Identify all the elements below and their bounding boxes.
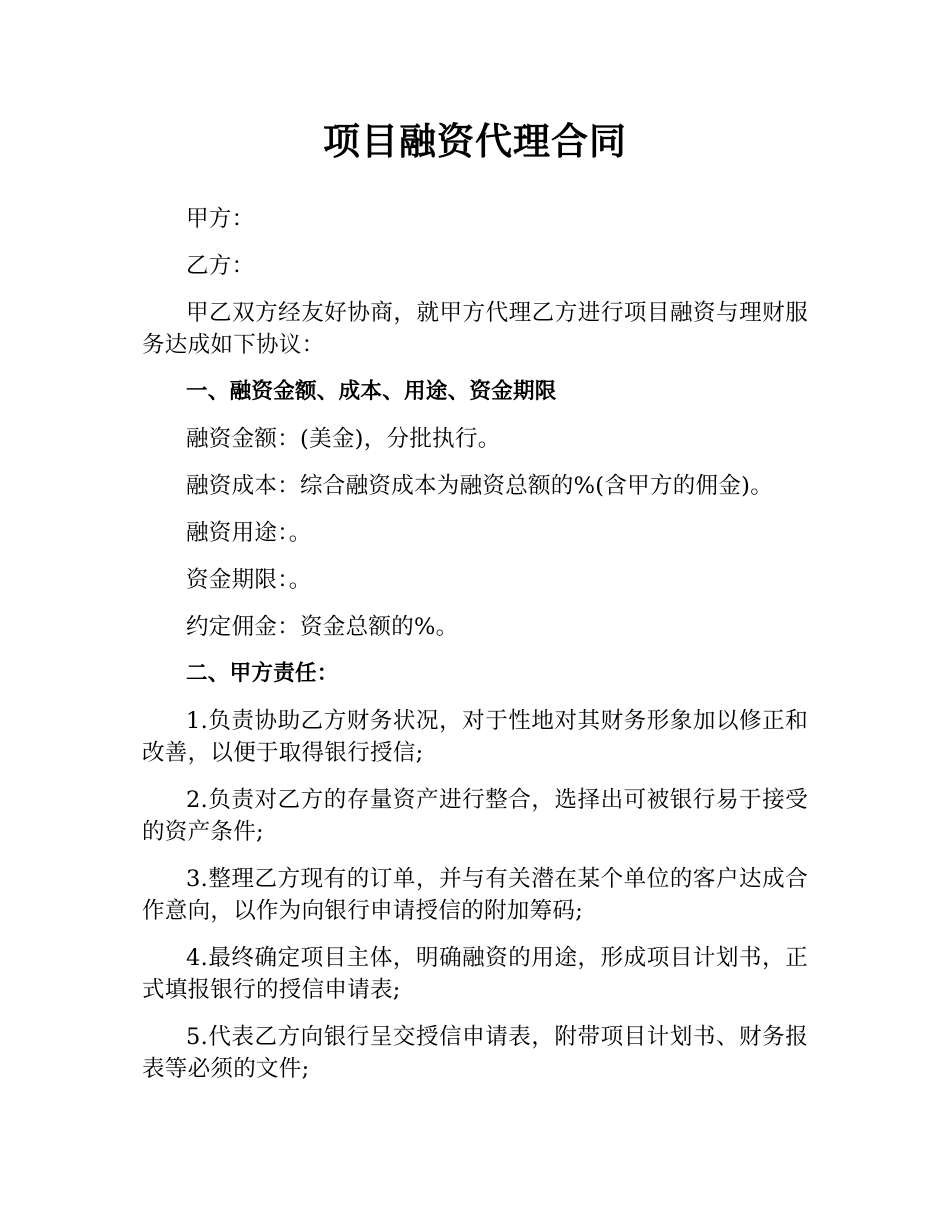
intro-paragraph: 甲乙双方经友好协商，就甲方代理乙方进行项目融资与理财服务达成如下协议： bbox=[142, 300, 808, 358]
responsibility-item-5: 5.代表乙方向银行呈交授信申请表，附带项目计划书、财务报表等必须的文件; bbox=[142, 1024, 808, 1082]
responsibility-item-4: 4.最终确定项目主体，明确融资的用途，形成项目计划书，正式填报银行的授信申请表; bbox=[142, 945, 808, 1003]
document-body bbox=[142, 118, 808, 1100]
financing-amount-line: 融资金额：(美金)，分批执行。 bbox=[186, 426, 501, 452]
party-a-line: 甲方： bbox=[186, 206, 255, 232]
funding-term-line: 资金期限：。 bbox=[186, 567, 312, 593]
document-title: 项目融资代理合同 bbox=[323, 120, 627, 163]
commission-line: 约定佣金：资金总额的%。 bbox=[186, 614, 459, 640]
party-b-line: 乙方： bbox=[186, 253, 255, 279]
financing-purpose-line: 融资用途：。 bbox=[186, 520, 312, 546]
responsibility-item-2: 2.负责对乙方的存量资产进行整合，选择出可被银行易于接受的资产条件; bbox=[142, 787, 808, 845]
responsibility-item-3: 3.整理乙方现有的订单，并与有关潜在某个单位的客户达成合作意向，以作为向银行申请授信的附加筹码; bbox=[142, 866, 808, 924]
section-2-heading: 二、甲方责任： bbox=[186, 661, 339, 686]
responsibility-item-1: 1.负责协助乙方财务状况，对于性地对其财务形象加以修正和改善，以便于取得银行授信; bbox=[142, 708, 808, 766]
section-1-heading: 一、融资金额、成本、用途、资金期限 bbox=[186, 379, 557, 404]
financing-cost-line: 融资成本：综合融资成本为融资总额的%(含甲方的佣金)。 bbox=[186, 473, 774, 499]
